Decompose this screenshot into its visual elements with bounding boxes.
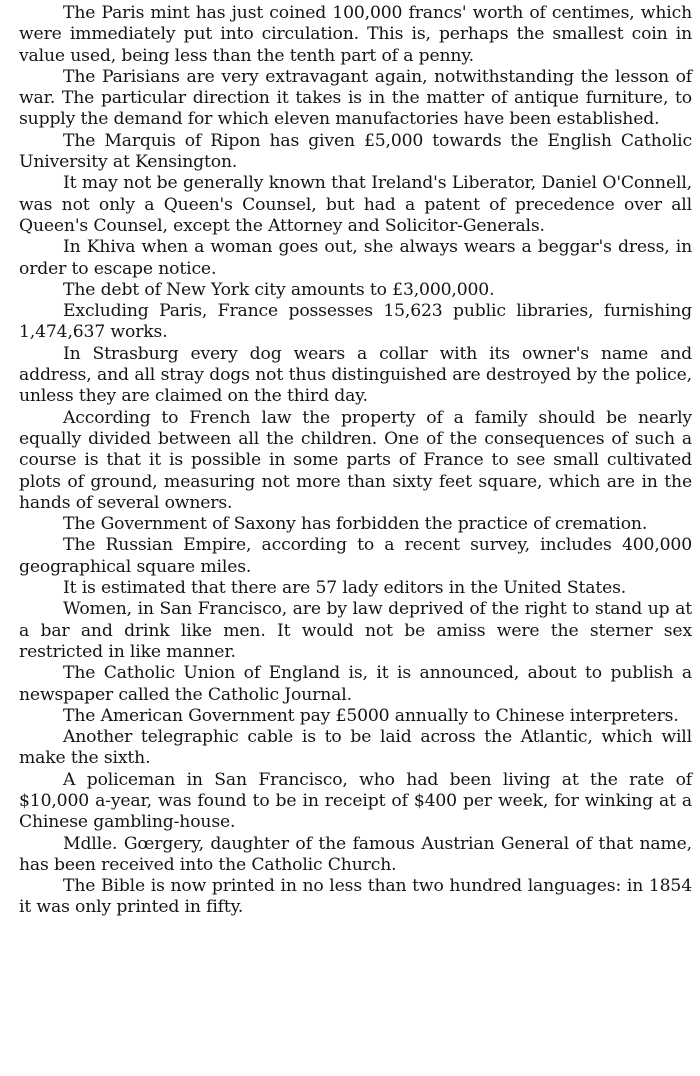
paragraph-telegraphic-cable: Another telegraphic cable is to be laid across the Atlantic, which will make the sixth. xyxy=(19,727,692,769)
paragraph-russian-empire: The Russian Empire, according to a recent survey, includes 400,000 geographical square miles. xyxy=(19,535,692,577)
paragraph-french-law: According to French law the property of a family should be nearly equally divided between all the children. One of the consequences of such a course is that it is possible in some parts of France to see small cultivated plots of ground, measuring not more than sixty feet square, which are in the hands of several owners. xyxy=(19,407,692,513)
paragraph-khiva: In Khiva when a woman goes out, she always wears a beggar's dress, in order to escape notice. xyxy=(19,237,692,279)
paragraph-new-york-debt: The debt of New York city amounts to £3,000,000. xyxy=(63,279,495,300)
paragraph-strasburg-dogs: In Strasburg every dog wears a collar with its owner's name and address, and all stray dogs not thus distinguished are destroyed by the police, unless they are claimed on the third day. xyxy=(19,343,692,407)
paragraph-france-libraries: Excluding Paris, France possesses 15,623 public libraries, furnishing 1,474,637 works. xyxy=(19,301,692,343)
paragraph-marquis-of-ripon: The Marquis of Ripon has given £5,000 towards the English Catholic University at Kensington. xyxy=(19,130,692,173)
paragraph-mdlle-goergery: Mdlle. Gœrgery, daughter of the famous Austrian General of that name, has been received into the Catholic Church. xyxy=(19,833,692,875)
paragraph-chinese-interpreters: The American Government pay £5000 annually to Chinese interpreters. xyxy=(63,705,679,726)
paragraph-san-francisco-women: Women, in San Francisco, are by law deprived of the right to stand up at a bar and drink like men. It would not be amiss were the sterner sex restricted in like manner. xyxy=(19,599,692,662)
paragraph-catholic-union: The Catholic Union of England is, it is announced, about to publish a newspaper called the Catholic Journal. xyxy=(19,663,692,705)
paragraph-lady-editors: It is estimated that there are 57 lady editors in the United States. xyxy=(63,578,627,599)
paragraph-parisians-furniture: The Parisians are very extravagant again, notwithstanding the lesson of war. The particular direction it takes is in the matter of antique furniture, to supply the demand for which eleven manufactories have been established. xyxy=(19,66,692,130)
paragraph-saxony-cremation: The Government of Saxony has forbidden the practice of cremation. xyxy=(63,514,648,535)
paragraph-policeman: A policeman in San Francisco, who had been living at the rate of $10,000 a-year, was found to be in receipt of $400 per week, for winking at a Chinese gambling-house. xyxy=(19,769,692,833)
paragraph-paris-mint: The Paris mint has just coined 100,000 francs' worth of centimes, which were immediately put into circulation. This is, perhaps the smallest coin in value used, being less than the tenth part of a penny. xyxy=(19,3,692,66)
paragraph-daniel-oconnell: It may not be generally known that Ireland's Liberator, Daniel O'Connell, was not only a Queen's Counsel, but had a patent of precedence over all Queen's Counsel, except the Attorney and Solicitor-Generals. xyxy=(19,173,692,236)
paragraph-bible-languages: The Bible is now printed in no less than two hundred languages: in 1854 it was only printed in fifty. xyxy=(19,876,692,918)
